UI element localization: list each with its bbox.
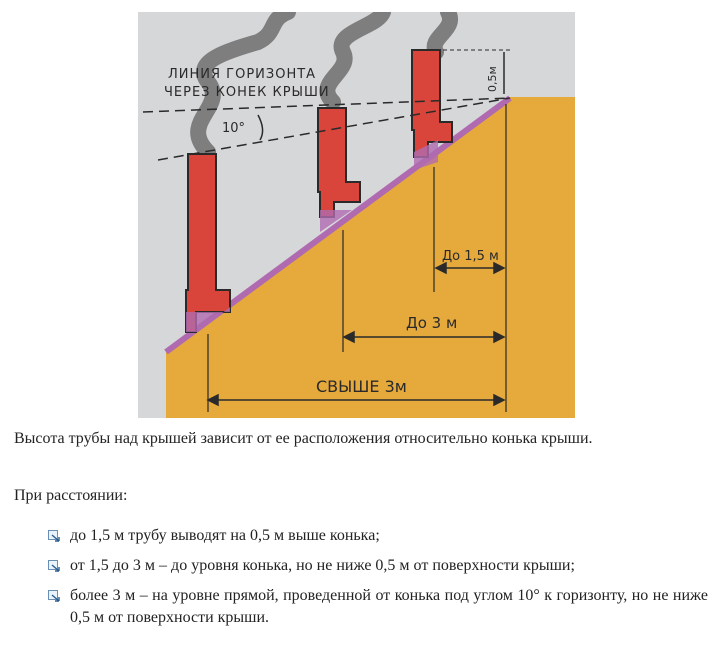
dim-3-label: СВЫШЕ 3м (316, 377, 407, 396)
horizon-label-line2: ЧЕРЕЗ КОНЕК КРЫШИ (164, 85, 330, 100)
rule-text: от 1,5 до 3 м – до уровня конька, но не ниже 0,5 м от поверхности крыши; (70, 557, 575, 574)
rules-list (48, 525, 708, 637)
rule-text: более 3 м – на уровне прямой, проведенной от конька под углом 10° к горизонту, но не ниже 0,5 м от поверхности крыши. (70, 587, 708, 626)
list-item (48, 585, 708, 629)
rules-lead: При расстоянии: (14, 487, 128, 504)
list-item (48, 525, 708, 547)
dim-1-label: До 1,5 м (442, 249, 499, 264)
angle-label: 10° (222, 121, 246, 136)
checkbox-arrow-icon (48, 530, 60, 542)
height-label: 0,5м (486, 66, 499, 92)
chimney-height-diagram (138, 12, 575, 418)
checkbox-arrow-icon (48, 590, 60, 602)
rule-text: до 1,5 м трубу выводят на 0,5 м выше конька; (70, 527, 380, 544)
horizon-label-line1: ЛИНИЯ ГОРИЗОНТА (168, 67, 317, 82)
dim-2-label: До 3 м (406, 314, 458, 332)
diagram-caption: Высота трубы над крышей зависит от ее расположения относительно конька крыши. (14, 430, 593, 447)
checkbox-arrow-icon (48, 560, 60, 572)
list-item (48, 555, 708, 577)
